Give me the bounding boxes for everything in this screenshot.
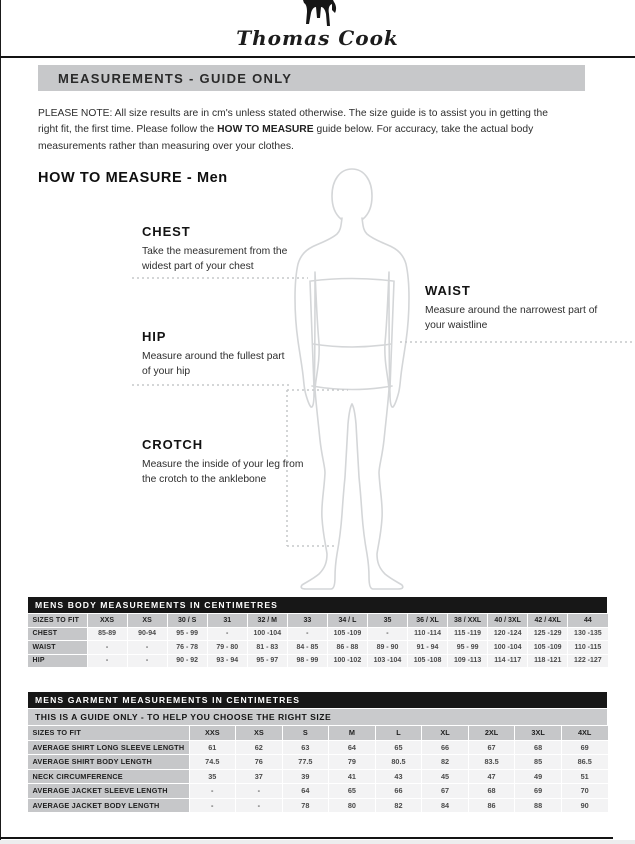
size-header-row <box>28 726 608 740</box>
row-label: AVERAGE SHIRT LONG SLEEVE LENGTH <box>28 741 189 755</box>
crotch-description: Measure the inside of your leg from the crotch to the anklebone <box>142 459 304 486</box>
value-cell: 105 -108 <box>408 655 447 668</box>
value-cell: 80 <box>329 799 375 813</box>
measurement-row <box>28 741 608 755</box>
value-cell: 95 - 99 <box>448 641 487 654</box>
value-cell: 120 -124 <box>488 628 527 641</box>
measurement-row <box>28 655 608 668</box>
value-cell: 64 <box>283 784 329 798</box>
value-cell: 35 <box>190 770 236 784</box>
size-header-cell: XS <box>128 614 167 627</box>
size-header-cell: L <box>376 726 422 740</box>
body-table-title: MENS BODY MEASUREMENTS IN CENTIMETRES <box>28 597 607 613</box>
value-cell: 85-89 <box>88 628 127 641</box>
size-header-cell: 38 / XXL <box>448 614 487 627</box>
value-cell: 82 <box>376 799 422 813</box>
sizes-to-fit-label: SIZES TO FIT <box>28 726 189 740</box>
waist-description: Measure around the narrowest part of your waistline <box>425 305 598 332</box>
value-cell: 105 -109 <box>528 641 567 654</box>
size-header-cell: 44 <box>568 614 607 627</box>
value-cell: 64 <box>329 741 375 755</box>
size-header-cell: 36 / XL <box>408 614 447 627</box>
horse-legs-icon <box>298 0 338 26</box>
value-cell: 86 - 88 <box>328 641 367 654</box>
value-cell: 84 - 85 <box>288 641 327 654</box>
row-label: AVERAGE JACKET BODY LENGTH <box>28 799 189 813</box>
value-cell: 69 <box>515 784 561 798</box>
value-cell: 69 <box>562 741 608 755</box>
size-header-cell: S <box>283 726 329 740</box>
value-cell: 79 - 80 <box>208 641 247 654</box>
value-cell: 68 <box>515 741 561 755</box>
brand-logo-text: Thomas Cook <box>236 26 399 50</box>
value-cell: 95 - 97 <box>248 655 287 668</box>
chest-description: Take the measurement from the widest part of your chest <box>142 246 288 273</box>
row-label: AVERAGE JACKET SLEEVE LENGTH <box>28 784 189 798</box>
value-cell: 37 <box>236 770 282 784</box>
value-cell: 76 - 78 <box>168 641 207 654</box>
chest-title: CHEST <box>142 224 191 239</box>
value-cell: 67 <box>422 784 468 798</box>
value-cell: 86 <box>469 799 515 813</box>
value-cell: - <box>190 784 236 798</box>
value-cell: 90-94 <box>128 628 167 641</box>
value-cell: 105 -109 <box>328 628 367 641</box>
size-header-cell: XS <box>236 726 282 740</box>
header-divider <box>0 56 635 58</box>
value-cell: 65 <box>376 741 422 755</box>
value-cell: - <box>236 784 282 798</box>
size-header-cell: 30 / S <box>168 614 207 627</box>
value-cell: 118 -121 <box>528 655 567 668</box>
row-label: NECK CIRCUMFERENCE <box>28 770 189 784</box>
value-cell: 109 -113 <box>448 655 487 668</box>
garment-table-title: MENS GARMENT MEASUREMENTS IN CENTIMETRES <box>28 692 607 708</box>
sizes-to-fit-label: SIZES TO FIT <box>28 614 87 627</box>
size-header-cell: 31 <box>208 614 247 627</box>
value-cell: - <box>128 655 167 668</box>
size-header-row <box>28 614 608 627</box>
hip-measure-label <box>142 329 292 380</box>
value-cell: 61 <box>190 741 236 755</box>
value-cell: 88 <box>515 799 561 813</box>
value-cell: 100 -104 <box>248 628 287 641</box>
measurement-row <box>28 628 608 641</box>
row-label: HIP <box>28 655 87 668</box>
value-cell: - <box>88 655 127 668</box>
value-cell: 41 <box>329 770 375 784</box>
value-cell: 98 - 99 <box>288 655 327 668</box>
size-header-cell: 34 / L <box>328 614 367 627</box>
value-cell: 95 - 99 <box>168 628 207 641</box>
size-header-cell: XXS <box>88 614 127 627</box>
value-cell: - <box>368 628 407 641</box>
value-cell: 130 -135 <box>568 628 607 641</box>
chest-measure-label <box>142 224 304 275</box>
size-header-cell: 32 / M <box>248 614 287 627</box>
value-cell: 114 -117 <box>488 655 527 668</box>
value-cell: 79 <box>329 755 375 769</box>
value-cell: - <box>288 628 327 641</box>
value-cell: 67 <box>469 741 515 755</box>
value-cell: 89 - 90 <box>368 641 407 654</box>
size-header-cell: M <box>329 726 375 740</box>
note-text-bold: HOW TO MEASURE <box>217 124 314 136</box>
value-cell: 39 <box>283 770 329 784</box>
garment-table-subtitle: THIS IS A GUIDE ONLY - TO HELP YOU CHOOSE THE RIGHT SIZE <box>28 709 607 725</box>
value-cell: 65 <box>329 784 375 798</box>
value-cell: 45 <box>422 770 468 784</box>
crotch-measure-label <box>142 437 304 488</box>
note-text-post: guide below. For accuracy, take the actual body measurements rather than measuring over your clothes. <box>38 124 534 152</box>
row-label: AVERAGE SHIRT BODY LENGTH <box>28 755 189 769</box>
mens-garment-measurements-table <box>28 692 607 813</box>
size-header-cell: 40 / 3XL <box>488 614 527 627</box>
value-cell: 77.5 <box>283 755 329 769</box>
value-cell: 70 <box>562 784 608 798</box>
size-header-cell: 35 <box>368 614 407 627</box>
size-header-cell: 42 / 4XL <box>528 614 567 627</box>
measurement-row <box>28 770 608 784</box>
row-label: CHEST <box>28 628 87 641</box>
bottom-strip <box>0 840 635 844</box>
value-cell: 90 - 92 <box>168 655 207 668</box>
value-cell: 78 <box>283 799 329 813</box>
hip-title: HIP <box>142 329 167 344</box>
please-note-paragraph <box>38 106 566 155</box>
row-label: WAIST <box>28 641 87 654</box>
value-cell: 74.5 <box>190 755 236 769</box>
value-cell: 91 - 94 <box>408 641 447 654</box>
value-cell: 43 <box>376 770 422 784</box>
body-measurements-grid <box>27 613 609 668</box>
page-left-border <box>0 0 1 844</box>
value-cell: 68 <box>469 784 515 798</box>
value-cell: 122 -127 <box>568 655 607 668</box>
waist-measure-label <box>425 283 600 334</box>
value-cell: 66 <box>376 784 422 798</box>
value-cell: 125 -129 <box>528 628 567 641</box>
value-cell: 49 <box>515 770 561 784</box>
value-cell: 85 <box>515 755 561 769</box>
value-cell: 83.5 <box>469 755 515 769</box>
value-cell: 100 -104 <box>488 641 527 654</box>
value-cell: 90 <box>562 799 608 813</box>
value-cell: 80.5 <box>376 755 422 769</box>
waist-title: WAIST <box>425 283 471 298</box>
size-header-cell: 2XL <box>469 726 515 740</box>
measurement-row <box>28 755 608 769</box>
value-cell: - <box>236 799 282 813</box>
value-cell: 110 -115 <box>568 641 607 654</box>
measurement-row <box>28 784 608 798</box>
size-header-cell: XXS <box>190 726 236 740</box>
brand-header <box>0 0 635 50</box>
size-header-cell: 4XL <box>562 726 608 740</box>
value-cell: 86.5 <box>562 755 608 769</box>
how-to-measure-heading: HOW TO MEASURE - Men <box>38 170 228 186</box>
value-cell: - <box>190 799 236 813</box>
value-cell: - <box>88 641 127 654</box>
value-cell: 100 -102 <box>328 655 367 668</box>
size-header-cell: 33 <box>288 614 327 627</box>
value-cell: 51 <box>562 770 608 784</box>
value-cell: 115 -119 <box>448 628 487 641</box>
value-cell: 47 <box>469 770 515 784</box>
value-cell: 81 - 83 <box>248 641 287 654</box>
size-header-cell: 3XL <box>515 726 561 740</box>
value-cell: 62 <box>236 741 282 755</box>
measurement-row <box>28 799 608 813</box>
size-header-cell: XL <box>422 726 468 740</box>
value-cell: 82 <box>422 755 468 769</box>
note-text-pre: PLEASE NOTE: All size results are in cm's unless stated otherwise. The size guide is to assist you in getting the right fit, the first time. Please follow the <box>38 108 548 136</box>
measurement-row <box>28 641 608 654</box>
mens-body-measurements-table <box>28 597 607 668</box>
value-cell: - <box>128 641 167 654</box>
value-cell: 84 <box>422 799 468 813</box>
value-cell: 110 -114 <box>408 628 447 641</box>
value-cell: 66 <box>422 741 468 755</box>
bottom-divider <box>0 837 613 839</box>
garment-measurements-grid <box>27 725 609 813</box>
value-cell: 93 - 94 <box>208 655 247 668</box>
page-title-banner: MEASUREMENTS - GUIDE ONLY <box>38 65 585 91</box>
crotch-title: CROTCH <box>142 437 204 452</box>
value-cell: - <box>208 628 247 641</box>
value-cell: 103 -104 <box>368 655 407 668</box>
value-cell: 63 <box>283 741 329 755</box>
value-cell: 76 <box>236 755 282 769</box>
hip-description: Measure around the fullest part of your hip <box>142 351 285 378</box>
